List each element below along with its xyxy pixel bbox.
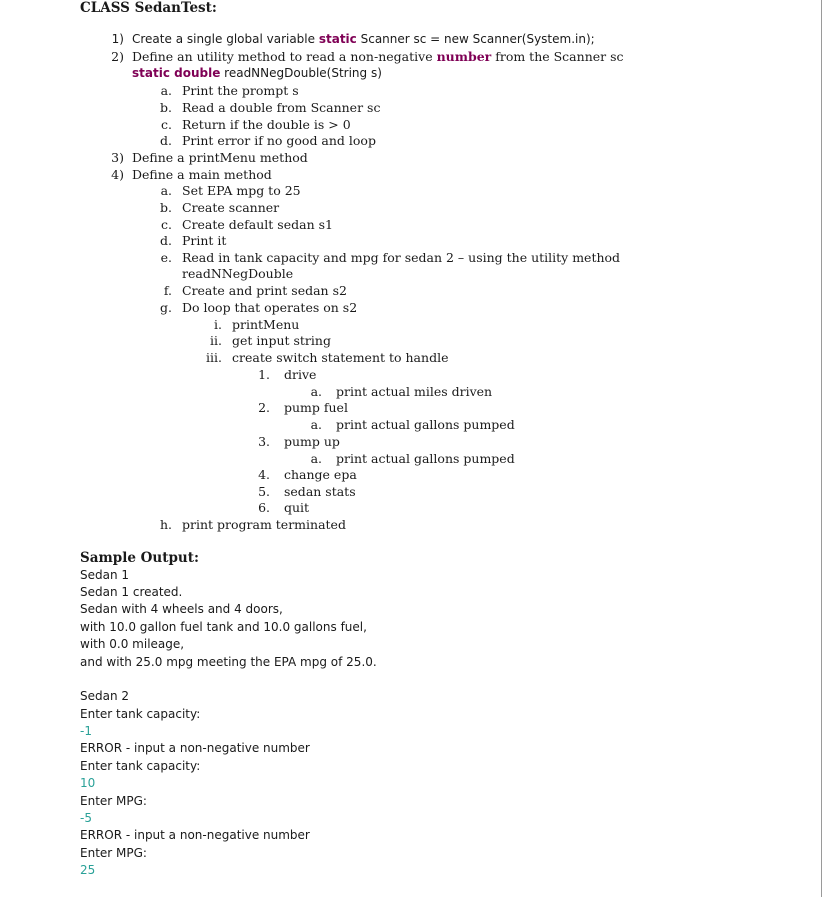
output-line: Enter tank capacity: xyxy=(80,759,201,773)
step-text: Scanner sc = new Scanner(System.in); xyxy=(356,32,595,46)
step-marker: 2) xyxy=(111,49,124,64)
output-line: Enter MPG: xyxy=(80,846,147,860)
output-line: Sedan 2 xyxy=(80,689,130,703)
step-1 xyxy=(108,31,595,48)
list-item: c. Create default sedan s1 xyxy=(161,217,333,232)
list-item: a. Set EPA mpg to 25 xyxy=(160,183,301,198)
step-3: 3) Define a printMenu method xyxy=(111,150,308,165)
step-text: from the Scanner sc xyxy=(491,49,624,64)
signature-text: readNNegDouble(String s) xyxy=(220,66,382,80)
list-item: d. Print it xyxy=(160,233,227,248)
output-line: Sedan with 4 wheels and 4 doors, xyxy=(80,602,283,616)
list-item: c. Return if the double is > 0 xyxy=(161,117,351,132)
list-item: iii. create switch statement to handle xyxy=(206,350,449,365)
output-line: ERROR - input a non-negative number xyxy=(80,741,310,755)
list-item: e. Read in tank capacity and mpg for sedan 2 – using the utility method xyxy=(160,250,621,265)
list-item: d. Print error if no good and loop xyxy=(160,133,376,148)
user-input-line: 10 xyxy=(80,776,96,790)
step-marker: 1) xyxy=(111,32,124,46)
list-item: g. Do loop that operates on s2 xyxy=(160,300,358,315)
list-item: ii. get input string xyxy=(210,333,331,348)
user-input-line: -1 xyxy=(80,724,92,738)
list-item: a. Print the prompt s xyxy=(160,83,299,98)
output-line: ERROR - input a non-negative number xyxy=(80,828,310,842)
step-text: Define an utility method to read a non-negative xyxy=(132,49,437,64)
user-input-line: -5 xyxy=(80,811,92,825)
output-line: Enter MPG: xyxy=(80,794,147,808)
user-input-line: 25 xyxy=(80,863,96,877)
output-line: Enter tank capacity: xyxy=(80,707,201,721)
list-item: 5. sedan stats xyxy=(258,484,356,499)
output-line: with 10.0 gallon fuel tank and 10.0 gallons fuel, xyxy=(80,620,367,634)
list-item: b. Read a double from Scanner sc xyxy=(160,100,381,115)
output-line: Sedan 1 created. xyxy=(80,585,183,599)
list-item: a. print actual gallons pumped xyxy=(310,417,515,432)
list-item-continuation: readNNegDouble xyxy=(182,266,294,281)
step-2 xyxy=(108,48,624,65)
method-signature xyxy=(132,65,382,82)
list-item: h. print program terminated xyxy=(159,517,346,532)
list-item: a. print actual gallons pumped xyxy=(310,451,515,466)
list-item: 4. change epa xyxy=(258,467,357,482)
keyword: number xyxy=(436,49,492,64)
list-item: f. Create and print sedan s2 xyxy=(163,283,347,298)
output-line: and with 25.0 mpg meeting the EPA mpg of 25.0. xyxy=(80,655,377,669)
step-text: Create a single global variable xyxy=(132,32,319,46)
class-title: CLASS SedanTest: xyxy=(80,0,217,16)
list-item: 2. pump fuel xyxy=(258,400,348,415)
list-item: 3. pump up xyxy=(258,434,340,449)
list-item: 6. quit xyxy=(258,500,310,515)
list-item: 1. drive xyxy=(258,367,317,382)
output-line: Sedan 1 xyxy=(80,568,130,582)
list-item: a. print actual miles driven xyxy=(310,384,493,399)
step-4: 4) Define a main method xyxy=(111,167,272,182)
sample-output-heading: Sample Output: xyxy=(80,550,199,566)
keyword: static double xyxy=(132,66,221,80)
output-line: with 0.0 mileage, xyxy=(80,637,185,651)
keyword: static xyxy=(318,32,357,46)
list-item: i. printMenu xyxy=(214,317,300,332)
list-item: b. Create scanner xyxy=(160,200,280,215)
